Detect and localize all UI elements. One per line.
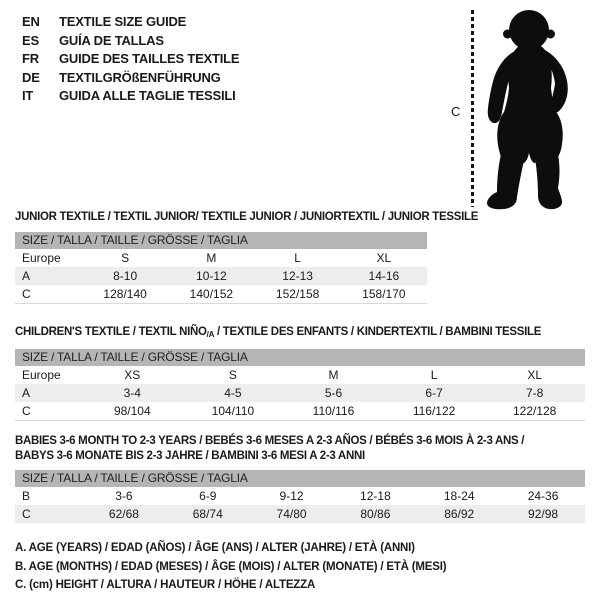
size-cell: 3-4	[123, 386, 141, 400]
size-cell: 158/170	[362, 286, 406, 301]
title-text: BABYS 3-6 MONATE BIS 2-3 JAHRE / BAMBINI 3-6 MESI A 2-3 ANNI	[15, 449, 365, 462]
size-grid	[15, 349, 585, 421]
size-row-c	[15, 505, 585, 523]
row-label: C	[22, 507, 31, 521]
size-cell: 12-13	[282, 268, 313, 283]
size-row-b	[15, 487, 585, 505]
table-title-line	[15, 325, 585, 343]
size-cell: S	[228, 368, 237, 382]
language-title: TEXTILE SIZE GUIDE	[59, 14, 187, 29]
row-label: A	[22, 386, 31, 400]
height-measure-dashed-line	[471, 10, 474, 207]
size-cell: L	[430, 368, 438, 382]
language-title: GUIDA ALLE TAGLIE TESSILI	[59, 88, 236, 103]
language-code: FR	[22, 51, 39, 66]
row-label: B	[22, 489, 31, 503]
size-cell: 140/152	[189, 286, 234, 301]
size-cell: 8-10	[113, 268, 138, 283]
size-cell: XL	[527, 368, 543, 382]
table-title	[15, 434, 585, 463]
title-text: / TEXTILE DES ENFANTS / KINDERTEXTIL / BAMBINI TESSILE	[214, 325, 542, 338]
size-cell: 104/110	[211, 404, 255, 418]
size-cell: 3-6	[115, 489, 133, 503]
size-row-a	[15, 384, 585, 402]
size-cell: 110/116	[312, 404, 355, 418]
size-cell: 92/98	[528, 507, 559, 521]
note-line-b: B. AGE (MONTHS) / EDAD (MESES) / ÂGE (MOIS) / ALTER (MONATE) / ETÀ (MESI)	[15, 560, 447, 573]
size-cell: 128/140	[103, 286, 147, 301]
language-header	[22, 13, 239, 106]
measure-label-c: C	[451, 104, 461, 119]
size-cell: 62/68	[108, 507, 139, 521]
size-cell: 6-7	[425, 386, 443, 400]
title-subscript: /A	[206, 329, 215, 339]
size-cell: M	[328, 368, 339, 382]
size-cell: 12-18	[360, 489, 391, 503]
size-cell: 18-24	[443, 489, 475, 503]
title-text: JUNIOR TEXTILE / TEXTIL JUNIOR/ TEXTILE JUNIOR / JUNIORTEXTIL / JUNIOR TESSILE	[15, 211, 479, 223]
size-row-a	[15, 267, 427, 285]
language-row	[22, 50, 239, 69]
size-cell: 10-12	[196, 268, 227, 283]
row-label: Europe	[22, 250, 61, 265]
language-code: EN	[22, 14, 40, 29]
size-cell: 7-8	[526, 386, 544, 400]
language-title: GUÍA DE TALLAS	[59, 32, 164, 48]
size-cell: S	[121, 250, 130, 265]
size-cell: 116/122	[412, 404, 456, 418]
notes	[15, 539, 446, 595]
size-cell: 6-9	[199, 489, 217, 503]
size-row-europe	[15, 249, 427, 267]
size-cell: 14-16	[368, 268, 400, 283]
note-line-c: C. (cm) HEIGHT / ALTURA / HAUTEUR / HÖHE / ALTEZZA	[15, 579, 316, 591]
size-header-bar: SIZE / TALLA / TAILLE / GRÖSSE / TAGLIA	[15, 349, 585, 366]
tables-section	[15, 210, 585, 544]
size-cell: 68/74	[192, 507, 223, 521]
language-code: ES	[22, 32, 39, 48]
table-title-line	[15, 210, 585, 225]
size-cell: XL	[376, 250, 392, 265]
note-line-a: A. AGE (YEARS) / EDAD (AÑOS) / ÂGE (ANS) / ALTER (JAHRE) / ETÀ (ANNI)	[15, 542, 415, 554]
size-row-c	[15, 402, 585, 420]
size-grid	[15, 470, 585, 523]
size-cell: 86/92	[444, 507, 475, 521]
size-table-junior	[15, 210, 585, 304]
language-row	[22, 87, 239, 106]
language-code: DE	[22, 69, 40, 85]
size-table-children	[15, 325, 585, 422]
language-row	[22, 32, 239, 51]
size-cell: 4-5	[224, 386, 242, 400]
size-cell: 98/104	[113, 404, 151, 418]
baby-silhouette-icon	[484, 6, 580, 210]
table-title	[15, 210, 585, 225]
language-title: GUIDE DES TAILLES TEXTILE	[59, 51, 240, 66]
size-cell: 24-36	[527, 489, 559, 503]
table-title	[15, 325, 585, 343]
size-header-bar: SIZE / TALLA / TAILLE / GRÖSSE / TAGLIA	[15, 470, 585, 487]
title-text: CHILDREN'S TEXTILE / TEXTIL NIÑO	[15, 325, 207, 338]
language-row	[22, 69, 239, 88]
table-title-line	[15, 449, 585, 464]
size-cell: M	[206, 250, 217, 265]
size-grid	[15, 232, 427, 304]
title-text: BABIES 3-6 MONTH TO 2-3 YEARS / BEBÉS 3-6 MESES A 2-3 AÑOS / BÉBÉS 3-6 MOIS À 2-3 ANS /	[15, 435, 525, 447]
size-cell: 152/158	[275, 286, 320, 301]
language-code: IT	[22, 88, 34, 103]
language-title: TEXTILGRÖßENFÜHRUNG	[59, 69, 221, 85]
size-table-babies	[15, 434, 585, 523]
size-cell: 9-12	[279, 489, 304, 503]
size-cell: L	[294, 250, 301, 265]
language-row	[22, 13, 239, 32]
size-cell: XS	[124, 368, 141, 382]
table-title-line	[15, 434, 585, 449]
row-label: Europe	[22, 368, 61, 382]
size-cell: 5-6	[324, 386, 343, 400]
size-cell: 74/80	[276, 507, 307, 521]
row-label: C	[22, 286, 31, 301]
size-header-bar: SIZE / TALLA / TAILLE / GRÖSSE / TAGLIA	[15, 232, 427, 249]
size-row-europe	[15, 366, 585, 384]
size-row-c	[15, 285, 427, 303]
size-cell: 122/128	[512, 404, 557, 418]
size-cell: 80/86	[360, 507, 391, 521]
row-label: A	[22, 268, 31, 283]
row-label: C	[22, 404, 31, 418]
